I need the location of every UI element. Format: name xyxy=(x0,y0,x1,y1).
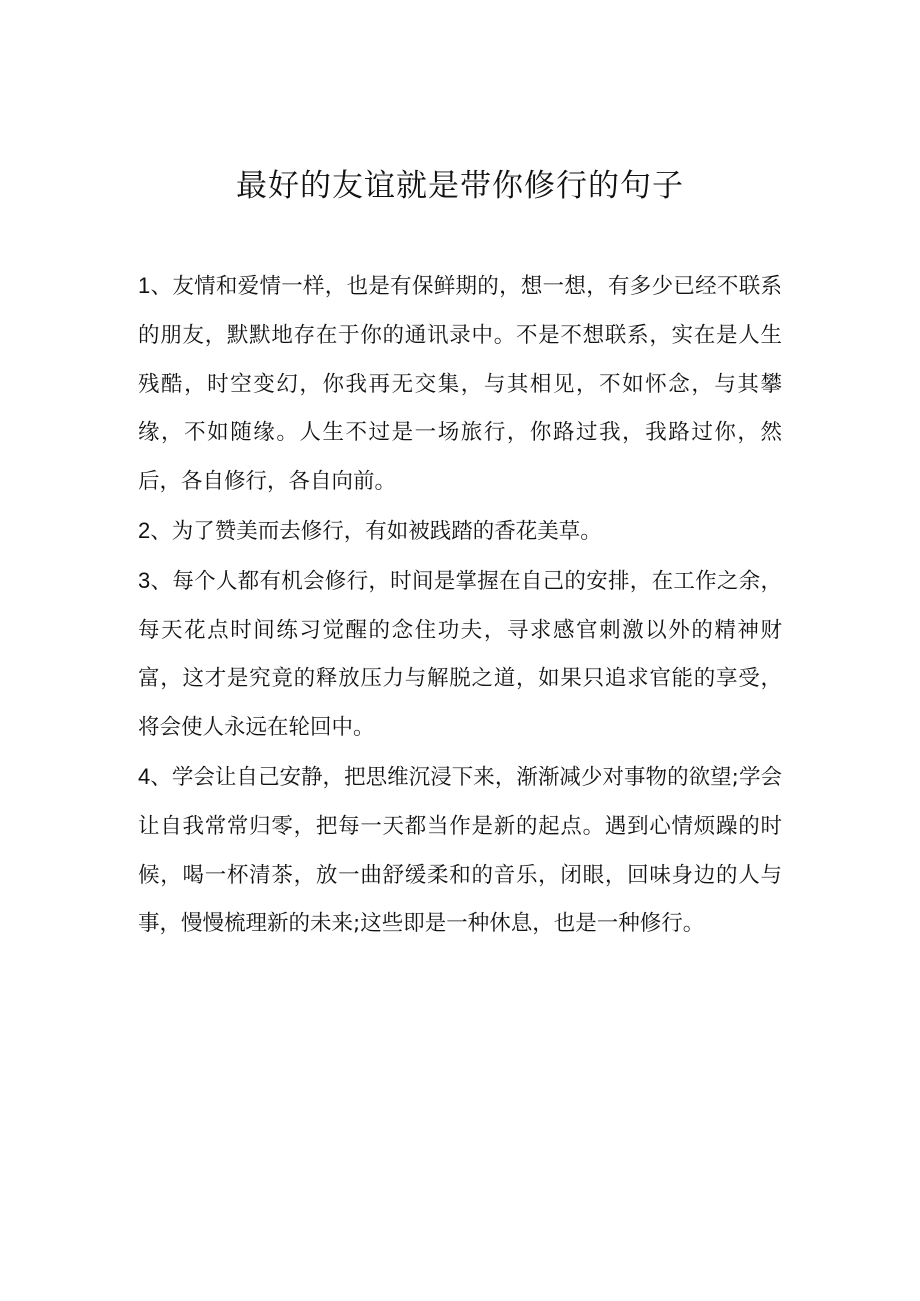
item-text: 、学会让自己安静，把思维沉浸下来，渐渐减少对事物的欲望;学会让自我常常归零，把每一天都当作是新的起点。遇到心情烦躁的时候，喝一杯清茶，放一曲舒缓柔和的音乐，闭眼，回味身边的人与事，慢慢梳理新的未来;这些即是一种休息，也是一种修行。 xyxy=(138,764,782,937)
document-title: 最好的友谊就是带你修行的句子 xyxy=(236,168,684,204)
list-item-3 xyxy=(138,557,782,753)
item-number: 3 xyxy=(138,567,151,593)
item-text: 、每个人都有机会修行，时间是掌握在自己的安排，在工作之余，每天花点时间练习觉醒的念住功夫，寻求感官刺激以外的精神财富，这才是究竟的释放压力与解脱之道，如果只追求官能的享受，将会使人永远在轮回中。 xyxy=(138,568,782,741)
item-number: 1 xyxy=(138,273,151,298)
item-text: 、友情和爱情一样，也是有保鲜期的，想一想，有多少已经不联系的朋友，默默地存在于你的通讯录中。不是不想联系，实在是人生残酷，时空变幻，你我再无交集，与其相见，不如怀念，与其攀缘，不如随缘。人生不过是一场旅行，你路过我，我路过你，然后，各自修行，各自向前。 xyxy=(138,274,782,495)
list-item-4 xyxy=(138,753,782,949)
list-item-2 xyxy=(138,507,782,557)
item-number: 2 xyxy=(138,517,151,543)
item-number: 4 xyxy=(138,763,151,789)
document-body xyxy=(138,262,782,949)
item-text: 、为了赞美而去修行，有如被践踏的香花美草。 xyxy=(150,518,602,544)
list-item-1 xyxy=(138,262,782,507)
